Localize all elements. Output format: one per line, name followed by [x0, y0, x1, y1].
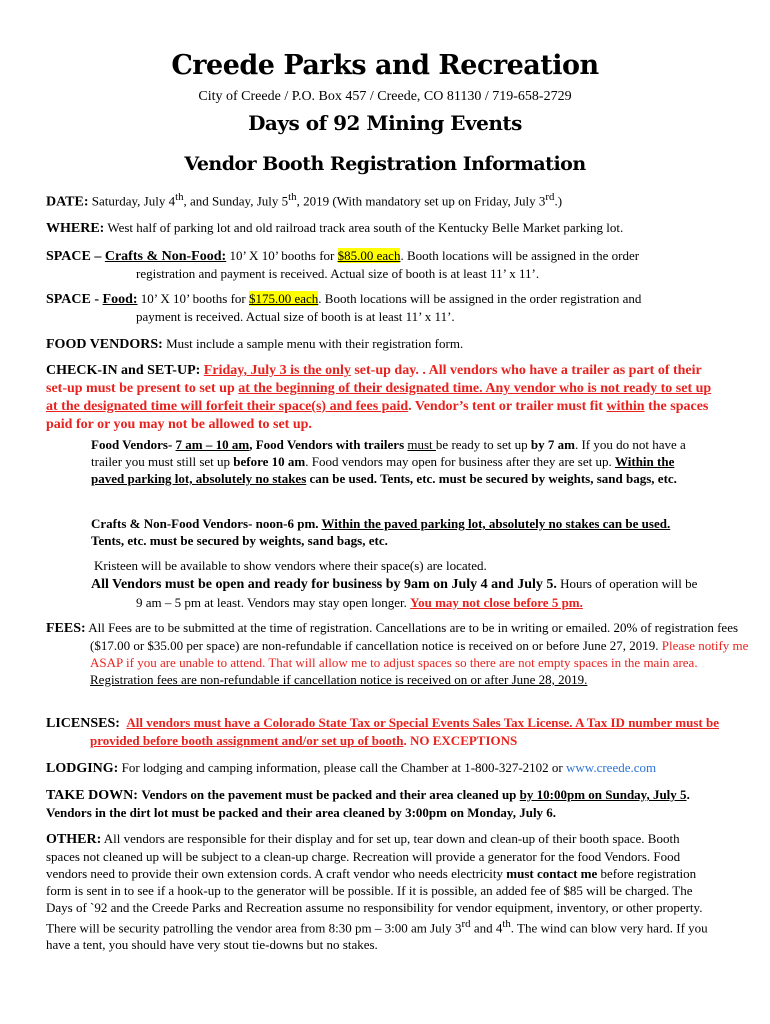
contact-line: City of Creede / P.O. Box 457 / Creede, CO 81130 / 719-658-2729 — [198, 89, 572, 104]
lodging-section — [46, 759, 716, 777]
checkin-red-text: set-up day — [350, 363, 416, 378]
take-down-underlined: by 10:00pm on Sunday, July 5 — [519, 787, 687, 802]
licenses-red-text: All vendors must have a Colorado State Tax or Special Events Sales Tax License. A Tax ID number must be provided before booth assignment and/or set up of booth — [90, 715, 719, 748]
where-section — [46, 219, 716, 237]
food-vendor-text: before 10 am — [233, 454, 306, 469]
all-vendors-red: You may not close before 5 pm. — [410, 595, 583, 610]
checkin-section — [46, 362, 716, 434]
date-text: , 2019 (With mandatory set up on Friday, July 3 — [296, 193, 546, 209]
food-vendor-text: , Food Vendors with trailers — [249, 437, 408, 452]
where-text: West half of parking lot and old railroad track area south of the Kentucky Belle Market parking lot. — [104, 220, 624, 235]
all-vendors-hours — [91, 575, 703, 611]
space-food-label: Food: — [102, 292, 138, 307]
other-text: All vendors are responsible for their display and for set up, tear down and clean-up of their booth space. Booth spaces not cleaned up will be subject to a clean-up charge. Recreation will provide a generator for the food Vendors. Food vendors need to provide their own extension cords. A craft vendor who needs electricity — [46, 831, 681, 881]
other-section — [46, 830, 716, 953]
food-vendor-text: Within the paved parking lot, absolutely no stakes — [91, 454, 675, 486]
where-label: WHERE: — [46, 221, 105, 236]
fees-text: All Fees are to be submitted at the time of registration. Cancellations are to be in writing or emailed. 20% of registration fees ($17.00 or $35.00 per space) are non-refundable if cancellation notice is received on or before June 27, 2019. — [85, 620, 739, 653]
food-price: $175.00 each — [248, 291, 319, 306]
space-text: . Booth locations will be assigned in the order registration and — [318, 291, 642, 306]
licenses-section — [46, 714, 760, 749]
date-sup: rd — [545, 191, 555, 203]
food-vendor-time: 7 am – 10 am — [175, 437, 250, 452]
craft-vendor-times — [91, 515, 701, 549]
fees-red-text: Please notify me ASAP if you are unable to attend. That will allow me to adjust spaces so there are not empty spaces in the main area. — [90, 638, 749, 670]
food-vendor-text: . If you do not have a trailer you must still set up — [91, 437, 686, 469]
crafts-price: $85.00 each — [337, 248, 401, 263]
date-section — [46, 189, 716, 210]
food-vendors-label: FOOD VENDORS: — [46, 337, 163, 352]
other-sup: rd — [461, 918, 471, 930]
checkin-red-text: at the beginning of their designated time. Any vendor who is not ready to set up at the designated time will forfeit their space(s) and fees paid — [46, 381, 712, 414]
space-crafts-section — [46, 247, 716, 282]
space-food-section — [46, 290, 716, 325]
food-vendors-section — [46, 335, 716, 353]
date-sup: th — [175, 191, 184, 203]
space-label: SPACE - — [46, 292, 103, 307]
food-vendor-text: . Food vendors may open for business after they are set up. — [305, 454, 615, 469]
space-text-line2: registration and payment is received. Actual size of booth is at least 11’ x 11’. — [136, 266, 540, 281]
other-sup: th — [502, 918, 511, 930]
date-text: Saturday, July 4 — [88, 193, 176, 209]
space-text: . Booth locations will be assigned in the order — [400, 248, 640, 263]
take-down-section — [46, 786, 716, 821]
page-title: Creede Parks and Recreation — [171, 50, 599, 81]
fees-label: FEES: — [46, 621, 86, 636]
space-text: 10’ X 10’ booths for — [226, 248, 338, 263]
fees-section — [46, 619, 760, 688]
take-down-text: Vendors on the pavement must be packed and their area cleaned up — [141, 787, 520, 802]
checkin-red-text: . . All vendors who have a trailer as part of their set-up must be present to set up — [46, 363, 702, 396]
date-label: DATE: — [46, 194, 89, 210]
lodging-label: LODGING: — [46, 761, 119, 776]
food-vendor-text: must — [407, 437, 436, 452]
checkin-red-text: the spaces paid for or you may not be allowed to set up. — [46, 399, 709, 432]
licenses-label: LICENSES: — [46, 716, 120, 731]
space-text-line2: payment is received. Actual size of booth is at least 11’ x 11’. — [136, 309, 455, 324]
licenses-red-text: . NO EXCEPTIONS — [403, 733, 518, 748]
date-text: , and Sunday, July 5 — [183, 193, 289, 209]
kristeen-note: Kristeen will be available to show vendors where their space(s) are located. — [94, 558, 487, 573]
food-vendor-text: can be used. Tents, etc. must be secured by weights, sand bags, etc. — [306, 471, 677, 486]
food-vendor-label: Food Vendors- — [91, 437, 176, 452]
date-text: .) — [554, 193, 563, 209]
checkin-red-text: Friday, July 3 is the — [203, 363, 326, 378]
creede-link[interactable]: www.creede.com — [566, 760, 657, 775]
space-text: 10’ X 10’ booths for — [137, 291, 249, 306]
craft-vendor-text: Within the paved parking lot, absolutely no stakes can be used. — [321, 516, 671, 531]
all-vendors-bold: All Vendors must be open and ready for business by 9am on July 4 and July 5. — [91, 577, 557, 592]
checkin-red-text: only — [325, 363, 351, 378]
food-vendor-times — [91, 436, 701, 487]
food-vendor-text: be ready to set up — [435, 437, 531, 452]
space-crafts-label: Crafts & Non-Food: — [104, 249, 227, 264]
craft-vendor-label: Crafts & Non-Food Vendors- noon-6 pm. — [91, 516, 322, 531]
all-vendors-text: Hours of operation will be 9 am – 5 pm at least. Vendors may stay open longer. — [136, 576, 698, 610]
document-subtitle: Vendor Booth Registration Information — [184, 153, 586, 175]
lodging-text: For lodging and camping information, please call the Chamber at 1-800-327-2102 or — [118, 760, 567, 775]
date-sup: th — [288, 191, 297, 203]
checkin-red-text: within — [606, 399, 645, 414]
craft-vendor-text: Tents, etc. must be secured by weights, sand bags, etc. — [91, 533, 388, 548]
other-bold-text: must contact me — [506, 866, 598, 881]
checkin-red-text: . Vendor’s tent or trailer must fit — [408, 399, 607, 414]
other-label: OTHER: — [46, 832, 102, 847]
event-title: Days of 92 Mining Events — [248, 111, 522, 135]
take-down-label: TAKE DOWN: — [46, 788, 142, 803]
food-vendors-text: Must include a sample menu with their registration form. — [162, 336, 464, 351]
space-label: SPACE – — [46, 249, 105, 264]
take-down-text: . Vendors in the dirt lot must be packed and their area cleaned by 3:00pm on Monday, July 6. — [46, 787, 690, 820]
fees-underlined-text: Registration fees are non-refundable if cancellation notice is received on or after June 28, 2019. — [90, 672, 588, 687]
checkin-label: CHECK-IN and SET-UP: — [46, 363, 204, 378]
food-vendor-text: by 7 am — [530, 437, 575, 452]
other-text: . The wind can blow very hard. If you have a tent, you should have very stout tie-downs but no stakes. — [46, 920, 708, 953]
other-text: and 4 — [470, 920, 503, 936]
other-text: before registration form is sent in to see if a hook-up to the generator will be possible. If it is possible, an added fee of $85 will be charged. The Days of `92 and the Creede Parks and Recreation assume no responsibility for vendor equipment, inventory, or other property. There will be security patrolling the vendor area from 8:30 pm – 3:00 am July 3 — [46, 866, 703, 936]
